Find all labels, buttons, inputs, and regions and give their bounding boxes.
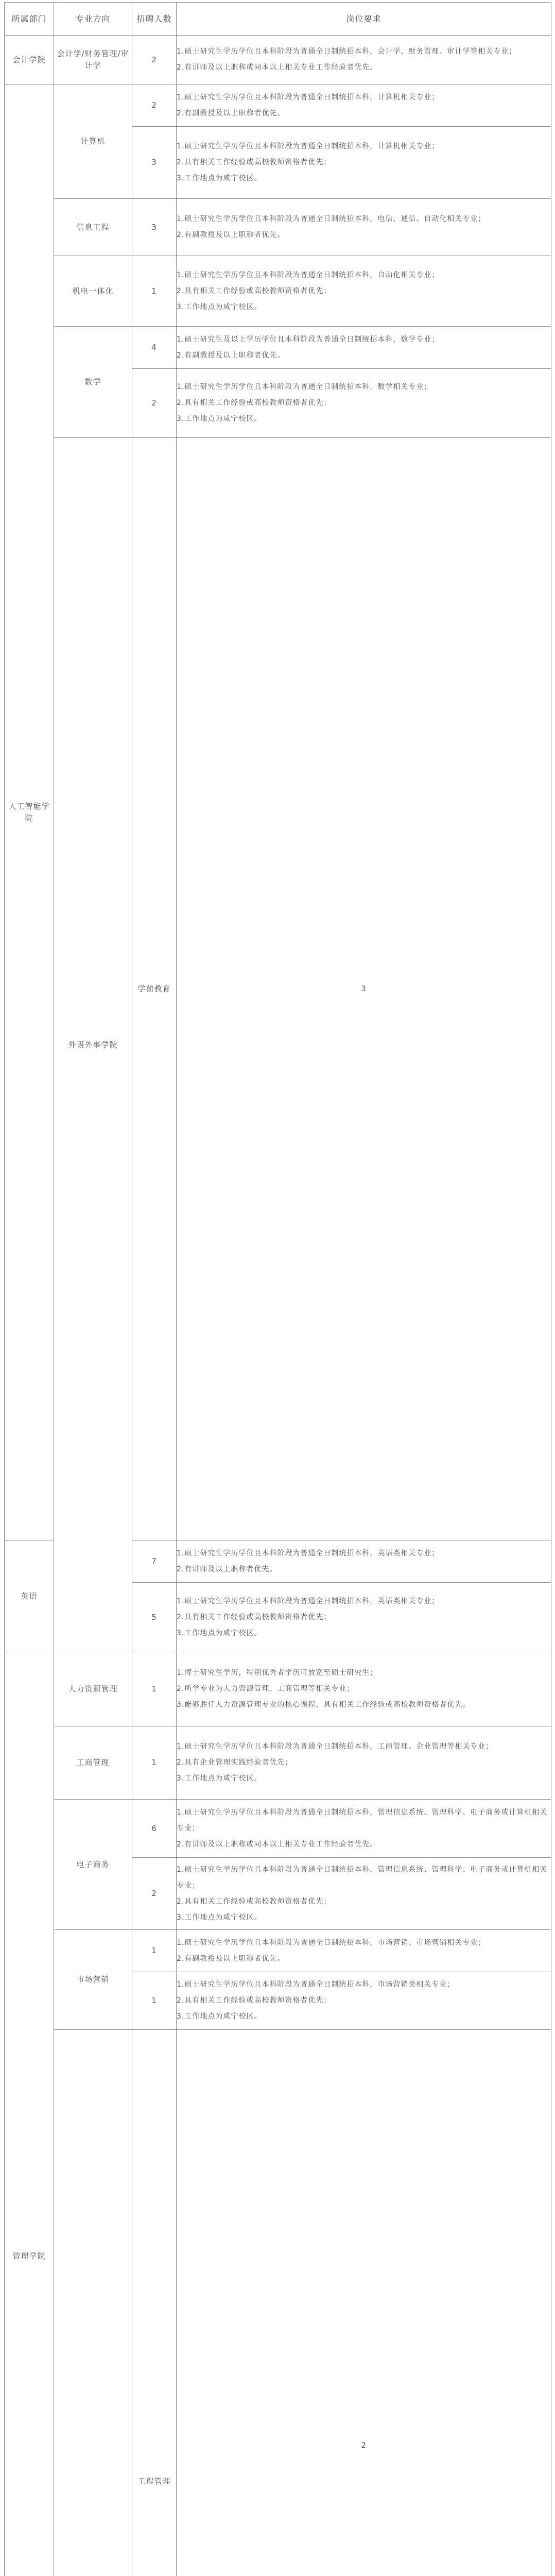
requirement-line: 2.有讲师及以上职称或同本以上相关专业工作经验者优先。: [177, 1837, 551, 1853]
requirement-line: 1.硕士研究生学历学位且本科阶段为普通全日制统招本科，管理信息系统、管理科学、电子商务或计算机相关专业；: [177, 1805, 551, 1837]
requirements-cell: [177, 127, 551, 199]
count-cell: 3: [132, 127, 177, 199]
requirements-cell: [177, 1726, 551, 1800]
requirement-line: 2.具有相关工作经验或高校教师资格者优先；: [177, 1609, 551, 1625]
requirements-cell: [177, 36, 551, 84]
header-requirements: 岗位要求: [177, 3, 551, 36]
table-row: [5, 1930, 551, 1972]
major-cell: 信息工程: [54, 199, 132, 256]
count-cell: 1: [132, 1652, 177, 1726]
major-cell: 计算机: [54, 84, 132, 199]
requirement-line: 2.具有相关工作经验或高校教师资格者优先；: [177, 155, 551, 171]
requirement-line: 2.有副教授及以上职称者优先。: [177, 227, 551, 243]
requirements-cell: [177, 1858, 551, 1930]
requirement-line: 1.硕士研究生学历学位且本科阶段为普通全日制统招本科，管理信息系统、管理科学、电子商务或计算机相关专业；: [177, 1862, 551, 1894]
count-cell: 1: [132, 1726, 177, 1800]
table-row: [5, 1800, 551, 1858]
table-row: [5, 84, 551, 127]
requirements-cell: [177, 369, 551, 438]
count-cell: 2: [132, 1858, 177, 1930]
recruitment-table: [4, 2, 551, 2576]
requirements-cell: [177, 84, 551, 127]
count-cell: 3: [132, 199, 177, 256]
header-dept: 所属部门: [5, 3, 54, 36]
count-cell: 2: [132, 369, 177, 438]
requirement-line: 2.有副教授及以上职称者优先。: [177, 348, 551, 364]
requirement-line: 2.有讲师及以上职称者优先。: [177, 1562, 551, 1578]
table-row: [5, 256, 551, 327]
requirement-line: 1.硕士研究生学历学位且本科阶段为普通全日制统招本科，英语类相关专业；: [177, 1546, 551, 1562]
requirement-line: 2.具有相关工作经验或高校教师资格者优先；: [177, 283, 551, 299]
major-cell: 电子商务: [54, 1800, 132, 1930]
requirements-cell: [177, 1800, 551, 1858]
major-cell: 人力资源管理: [54, 1652, 132, 1726]
requirement-line: 3.工作地点为咸宁校区。: [177, 171, 551, 187]
requirement-line: 2.所学专业为人力资源管理、工商管理等相关专业；: [177, 1681, 551, 1697]
major-cell: 会计学/财务管理/审计学: [54, 36, 132, 84]
requirement-line: 3.工作地点为咸宁校区。: [177, 1910, 551, 1926]
table-row: [5, 327, 551, 369]
requirement-line: 1.硕士研究生学历学位且本科阶段为普通全日制统招本科，英语类相关专业；: [177, 1594, 551, 1609]
requirement-line: 3.工作地点为咸宁校区。: [177, 1625, 551, 1641]
requirement-line: 2.有副教授及以上职称者优先。: [177, 106, 551, 122]
count-cell: 7: [132, 1540, 177, 1583]
header-major: 专业方向: [54, 3, 132, 36]
requirements-cell: [177, 1652, 551, 1726]
major-cell: 数学: [54, 327, 132, 438]
table-body: [5, 3, 551, 2576]
major-cell: 工商管理: [54, 1726, 132, 1800]
requirement-line: 2.具有相关工作经验或高校教师资格者优先；: [177, 1894, 551, 1910]
requirement-line: 1.硕士研究生学历学位且本科阶段为普通全日制统招本科，市场营销、市场营销相关专业；: [177, 1935, 551, 1951]
dept-cell: 外语外事学院: [54, 438, 132, 1652]
requirement-line: 3.工作地点为咸宁校区。: [177, 299, 551, 315]
requirement-line: 2.有副教授及以上职称者优先。: [177, 1951, 551, 1967]
requirement-line: 1.硕士研究生学历学位且本科阶段为普通全日制统招本科，计算机相关专业；: [177, 139, 551, 155]
dept-cell: [54, 2030, 132, 2576]
requirement-line: 3.工作地点为咸宁校区。: [177, 1771, 551, 1787]
requirement-line: 1.硕士研究生及以上学历学位且本科阶段为普通全日制统招本科，数学专业；: [177, 332, 551, 348]
dept-cell: 会计学院: [5, 36, 54, 84]
table-row: [5, 1726, 551, 1800]
requirements-cell: [177, 1930, 551, 1972]
requirements-cell: [177, 199, 551, 256]
major-cell: 英语: [5, 1540, 54, 1652]
count-cell: 4: [132, 327, 177, 369]
table-row: [5, 2030, 551, 2576]
requirement-line: 2.具有相关工作经验或高校教师资格者优先；: [177, 395, 551, 411]
dept-cell: 人工智能学院: [5, 84, 54, 1540]
count-cell: 2: [132, 84, 177, 127]
requirement-line: 1.硕士研究生学历学位且本科阶段为普通全日制统招本科，会计学、财务管理、审计学等相关专业；: [177, 44, 551, 60]
table-row: [5, 438, 551, 1540]
requirement-line: 1.硕士研究生学历学位且本科阶段为普通全日制统招本科，计算机相关专业；: [177, 90, 551, 106]
count-cell: 1: [132, 256, 177, 327]
table-row: [5, 36, 551, 84]
major-cell: 学前教育: [132, 438, 177, 1540]
requirement-line: 3.能够胜任人力资源管理专业的核心课程，具有相关工作经验或高校教师资格者优先。: [177, 1697, 551, 1713]
major-cell: 工程管理: [132, 2030, 177, 2576]
requirement-line: 1.硕士研究生学历学位且本科阶段为普通全日制统招本科，电信、通信、自动化相关专业；: [177, 211, 551, 227]
count-cell: 3: [177, 438, 551, 1540]
requirements-cell: [177, 1583, 551, 1652]
requirements-cell: [177, 1540, 551, 1583]
dept-cell: 管理学院: [5, 1652, 54, 2576]
count-cell: 2: [132, 36, 177, 84]
table-header-row: [5, 3, 551, 36]
requirement-line: 2.具有相关工作经验或高校教师资格者优先；: [177, 1993, 551, 2009]
requirements-cell: [177, 327, 551, 369]
requirements-cell: [177, 1972, 551, 2030]
requirement-line: 1.博士研究生学历，特别优秀者学历可放宽至硕士研究生；: [177, 1665, 551, 1681]
count-cell: 2: [177, 2030, 551, 2576]
major-cell: 市场营销: [54, 1930, 132, 2030]
table-row: [5, 199, 551, 256]
requirement-line: 1.硕士研究生学历学位且本科阶段为普通全日制统招本科，数学相关专业；: [177, 379, 551, 395]
requirement-line: 3.工作地点为咸宁校区。: [177, 411, 551, 427]
count-cell: 1: [132, 1930, 177, 1972]
requirement-line: 2.有讲师及以上职称或同本以上相关专业工作经验者优先。: [177, 60, 551, 76]
requirements-cell: [177, 256, 551, 327]
requirement-line: 1.硕士研究生学历学位且本科阶段为普通全日制统招本科，市场营销类相关专业；: [177, 1977, 551, 1993]
requirement-line: 1.硕士研究生学历学位且本科阶段为普通全日制统招本科，工商管理、企业管理等相关专业；: [177, 1739, 551, 1755]
count-cell: 1: [132, 1972, 177, 2030]
count-cell: 5: [132, 1583, 177, 1652]
header-count: 招聘人数: [132, 3, 177, 36]
requirement-line: 1.硕士研究生学历学位且本科阶段为普通全日制统招本科，自动化相关专业；: [177, 267, 551, 283]
major-cell: 机电一体化: [54, 256, 132, 327]
requirement-line: 2.具有企业管理实践经验者优先；: [177, 1755, 551, 1771]
table-row: [5, 1652, 551, 1726]
requirement-line: 3.工作地点为咸宁校区。: [177, 2009, 551, 2025]
count-cell: 6: [132, 1800, 177, 1858]
